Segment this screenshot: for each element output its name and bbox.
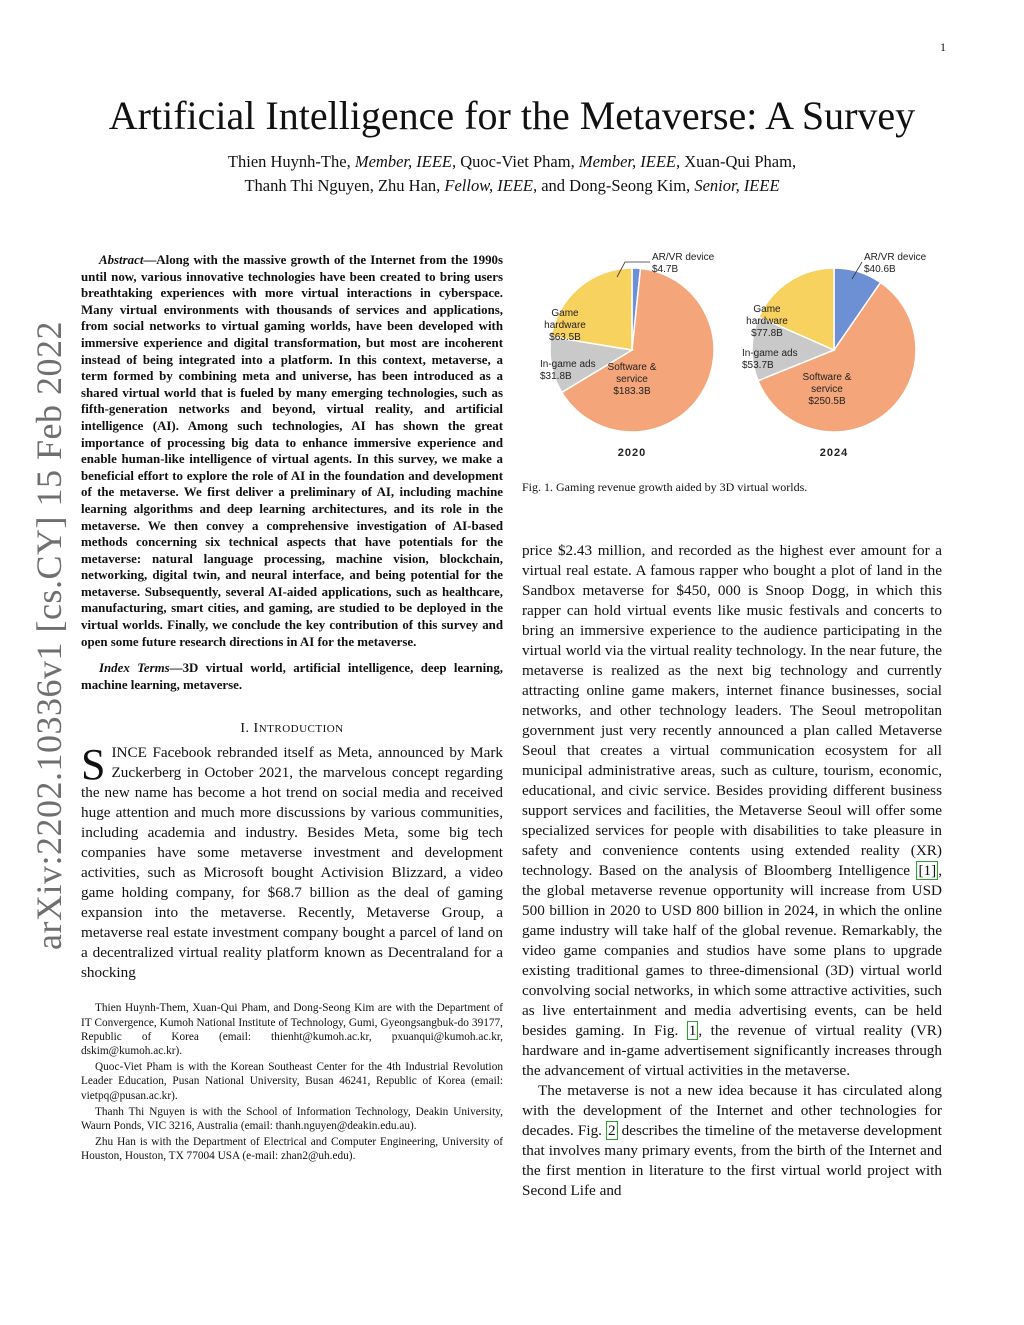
citation-link[interactable]: 2 (608, 1122, 616, 1139)
footnote: Quoc-Viet Pham is with the Korean Southeast Center for the 4th Industrial Revolution Leader Education, Pusan National University, Busan 46241, Republic of Korea (email: vietpq@pusan.ac.kr). (81, 1061, 503, 1102)
footnote: Thien Huynh-Them, Xuan-Qui Pham, and Dong-Seong Kim are with the Department of IT Convergence, Kumoh National Institute of Technology, Gumi, Gyeongsangbuk-do 39177, Republic of Korea (email: thienht@kumoh.ac.kr, pxuanqui@kumoh.ac.kr, dskim@kumoh.ac.kr). (81, 1002, 503, 1058)
intro-paragraph (81, 740, 503, 983)
footnote: Thanh Thi Nguyen is with the School of Information Technology, Deakin University, Waurn Ponds, VIC 3216, Australia (email: thanh.nguyen@deakin.edu.au). (81, 1105, 503, 1133)
abstract-label: Abstract (99, 253, 144, 267)
author-footnotes (81, 1001, 503, 1163)
body-fragment: describes the timeline of the metaverse development that involves many primary events, from the birth of the Internet and the first mention in literature to the first virtual world project with Second Life and (522, 1122, 942, 1199)
arxiv-watermark[interactable]: arXiv:2202.10336v1 [cs.CY] 15 Feb 2022 (29, 321, 69, 950)
intro-text: INCE Facebook rebranded itself as Meta, announced by Mark Zuckerberg in October 2021, the marvelous concept regarding the new name has become a hot trend on social media and received huge attention and much more discussions by various communities, including academia and industry. Besides Meta, some big tech companies have some metaverse investment and development activities, such as Microsoft bought Activision Blizzard, a video game holding company, for $68.7 billion as the deal of gaming expansion into the metaverse. Recently, Metaverse Group, a metaverse real estate investment company bought a parcel of land on a decentralized virtual reality platform known as Decentraland for a shocking (81, 744, 503, 982)
index-terms-text: —3D virtual world, artificial intelligence, deep learning, machine learning, metaverse. (81, 661, 503, 692)
paper-title: Artificial Intelligence for the Metaverse: A Survey (108, 93, 916, 138)
author-line-1 (0, 150, 1024, 174)
index-terms (81, 660, 503, 693)
abstract (81, 252, 503, 650)
author-fragment: and Dong-Seong Kim, (537, 176, 695, 195)
author-fragment: Member, IEEE, (354, 152, 457, 171)
body-fragment: price $2.43 million, and recorded as the highest ever amount for a virtual real estate. A famous rapper who bought a plot of land in the Sandbox metaverse for $450, 000 is Snoop Dogg, in which this rapper can hold virtual events like music festivals and concerts to bring an immersive experience to the audience participating in the virtual world via the virtual reality technology. In the near future, the metaverse is realized as the next big technology and currently attracting online game makers, internet finance businesses, social networks, and other technology leaders. The Seoul metropolitan government just very recently announced a plan called Metaverse Seoul that creates a virtual communication ecosystem for all municipal administrative areas, such as culture, tourism, economic, educational, and civic service. Besides providing different business support services and facilities, the Metaverse Seoul will offer some specialized services for people with disabilities to take pleasure in safety and convenience contents using extended reality (XR) technology. Based on the analysis of Bloomberg Intelligence (522, 542, 942, 879)
revenue-pie-charts (522, 252, 942, 472)
author-list (0, 150, 1024, 198)
figure-1 (522, 252, 942, 472)
pie-year-label: 2020 (617, 447, 647, 459)
slice-label: In-game ads $31.8B (540, 359, 596, 382)
body-fragment: , the revenue of virtual reality (VR) hardware and in-game advertisement significantly increases through the advancement of virtual activities in the metaverse. (522, 1022, 942, 1079)
footnote: Zhu Han is with the Department of Electrical and Computer Engineering, University of Houston, Houston, TX 77004 USA (e-mail: zhan2@uh.edu). (81, 1136, 503, 1163)
index-terms-label: Index Terms (99, 661, 170, 676)
left-column (81, 252, 503, 1166)
author-fragment: Member, IEEE, (578, 152, 681, 171)
author-fragment: Fellow, IEEE, (444, 176, 538, 195)
citation-link[interactable]: [1] (918, 862, 937, 879)
pie-year-label: 2024 (819, 447, 849, 459)
body-paragraph-1 (522, 541, 942, 1081)
citation-link[interactable]: 1 (688, 1022, 697, 1039)
slice-label: Game hardware $63.5B (544, 308, 586, 343)
author-fragment: Thien Huynh-The, (227, 152, 355, 171)
body-paragraph-2 (522, 1081, 942, 1201)
author-fragment: Thanh Thi Nguyen, Zhu Han, (244, 176, 445, 195)
page-number: 1 (940, 40, 946, 54)
slice-label: In-game ads $53.7B (742, 348, 798, 371)
slice-label: Software & service $183.3B (607, 362, 657, 397)
slice-label: Software & service $250.5B (802, 372, 852, 407)
author-fragment: Quoc-Viet Pham, (456, 152, 579, 171)
author-line-2 (0, 174, 1024, 198)
section-heading-introduction: I. INTRODUCTION (240, 721, 344, 737)
body-fragment: , the global metaverse revenue opportunity will increase from USD 500 billion in 2020 to USD 800 billion in 2024, in which the online game industry will take half of the global revenue. Remarkably, the video game companies and studios have some plans to upgrade existing traditional games to three-dimensional (3D) virtual world convolving social networks, in which some attractive activities, such as live entertainment and media advertising events, can be held besides gaming. In Fig. (522, 862, 942, 1039)
slice-label: Game hardware $77.8B (746, 304, 788, 339)
author-fragment: Senior, IEEE (694, 176, 780, 195)
abstract-text: —Along with the massive growth of the Internet from the 1990s until now, various innovative technologies have been created to bring users breathtaking experiences with more virtual interactions in cyberspace. Many virtual environments with thousands of services and applications, from social networks to virtual gaming worlds, have been developed with immersive experience and digital transformation, but most are incoherent instead of being integrated into a platform. In this context, metaverse, a term formed by combining meta and universe, has been introduced as a shared virtual world that is fueled by many emerging technologies, such as fifth-generation networks and beyond, virtual reality, and artificial intelligence (AI). Among such technologies, AI has shown the great importance of processing big data to enhance immersive experience and enable human-like intelligence of virtual agents. In this survey, we make a beneficial effort to explore the role of AI in the foundation and development of the metaverse. We first deliver a preliminary of AI, including machine learning algorithms and deep learning architectures, and its role in the metaverse. We then convey a comprehensive investigation of AI-based methods concerning six technical aspects that have potentials for the metaverse: natural language processing, machine vision, blockchain, networking, digital twin, and neural interface, and being potential for the metaverse. Subsequently, several AI-aided applications, such as healthcare, manufacturing, smart cities, and gaming, are studied to be deployed in the virtual worlds. Finally, we conclude the key contribution of this survey and open some future research directions in AI for the metaverse. (81, 253, 503, 649)
right-column (522, 252, 942, 1201)
author-fragment: Xuan-Qui Pham, (680, 152, 797, 171)
dropcap-letter: S (81, 740, 106, 790)
slice-label: AR/VR device $4.7B (652, 252, 715, 275)
body-fragment: The metaverse is not a new idea because it has circulated along with the development of the Internet and other technologies for decades. Fig. (522, 1082, 942, 1139)
slice-label: AR/VR device $40.6B (864, 252, 927, 275)
figure-caption: Fig. 1. Gaming revenue growth aided by 3D virtual worlds. (522, 480, 808, 494)
